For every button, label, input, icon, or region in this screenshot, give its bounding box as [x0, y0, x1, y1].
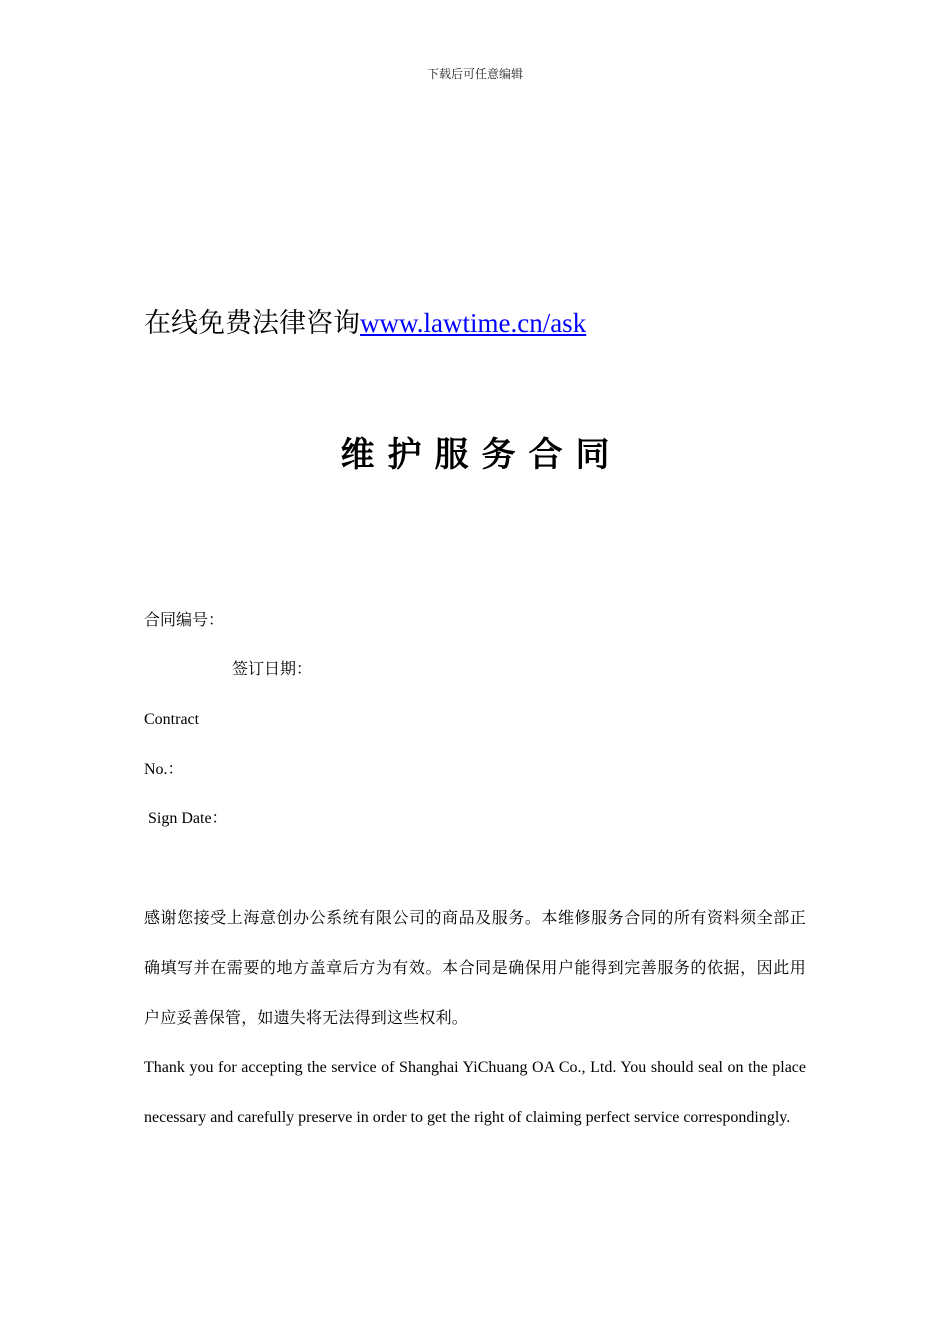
thanks-paragraph-en: Thank you for accepting the service of Shanghai YiChuang OA Co., Ltd. You should seal on the place necessary and carefully preserve in order to get the right of claiming perfect service correspondingly. [144, 1059, 806, 1126]
body-chinese-paragraph [144, 893, 806, 1043]
page-header: 下载后可任意编辑 [426, 67, 523, 81]
body-english-paragraph [144, 1043, 806, 1143]
sign-date-label-en: Sign Date： [148, 810, 228, 827]
legal-consult-promo [144, 304, 586, 343]
sign-date-label-cn: 签订日期： [232, 659, 313, 678]
contract-number-label-en: No.： [144, 761, 184, 778]
thanks-paragraph-cn: 感谢您接受上海意创办公系统有限公司的商品及服务。本维修服务合同的所有资料须全部正确填写并在需要的地方盖章后方为有效。本合同是确保用户能得到完善服务的依据，因此用户应妥善保管，如遗失将无法得到这些权利。 [144, 908, 806, 1027]
document-title: 维护服务合同 [340, 435, 623, 475]
contract-label-en: Contract [144, 711, 200, 728]
lawtime-link[interactable]: www.lawtime.cn/ask [360, 308, 587, 338]
contract-number-label-cn: 合同编号： [144, 610, 225, 629]
promo-label: 在线免费法律咨询 [144, 308, 360, 339]
